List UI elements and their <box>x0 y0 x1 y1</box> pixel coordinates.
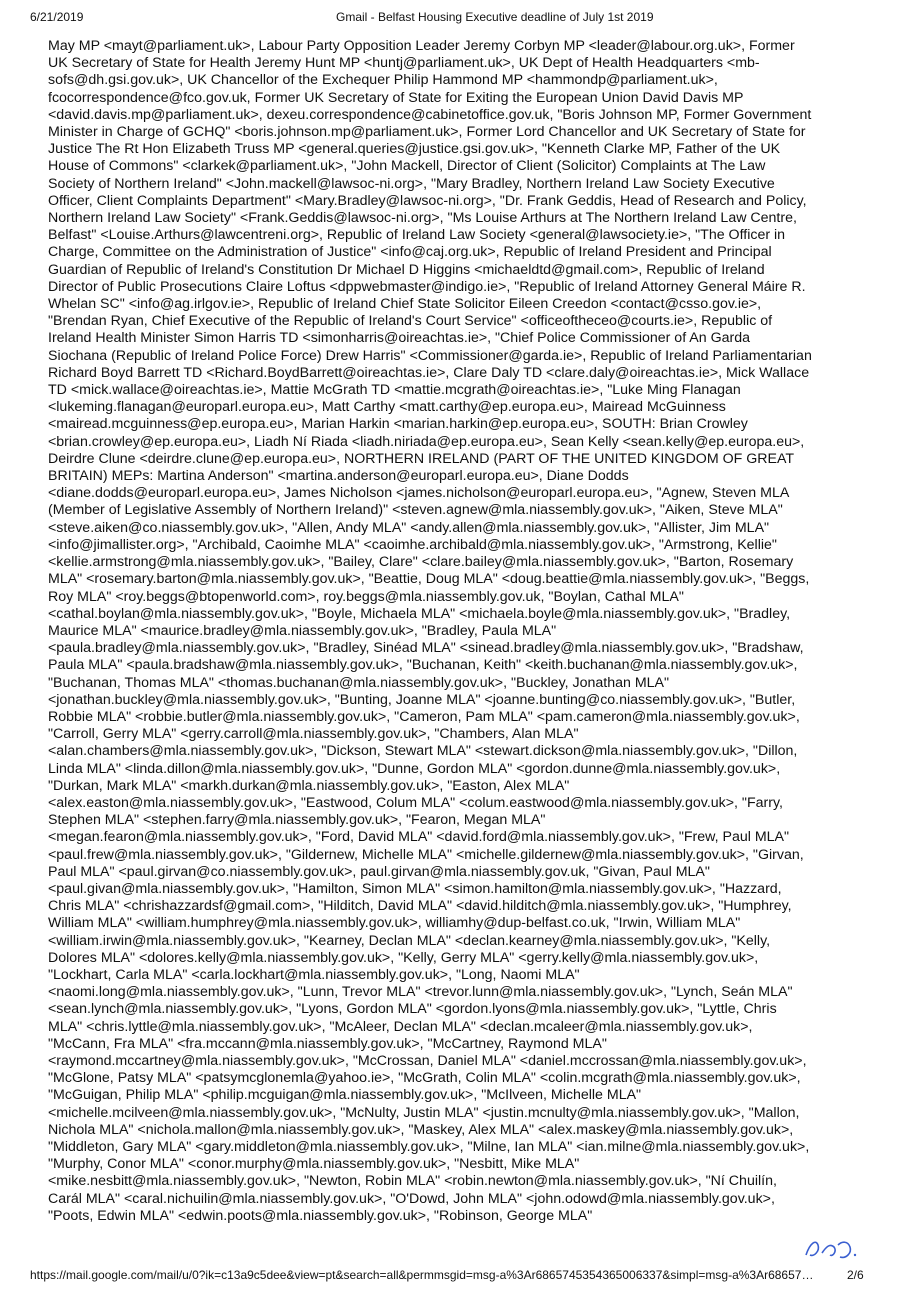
body-line: House of Commons" <clarkek@parliament.uk>, "John Mackell, Director of Client (Solicitor) Complaints at The Law <box>48 158 766 175</box>
body-line: <info@jimallister.org>, "Archibald, Caoimhe MLA" <caoimhe.archibald@mla.niassembly.gov.uk>, "Armstrong, Kellie" <box>48 536 777 553</box>
body-line: "Middleton, Gary MLA" <gary.middleton@mla.niassembly.gov.uk>, "Milne, Ian MLA" <ian.milne@mla.niassembly.gov.uk>, <box>48 1139 810 1155</box>
body-line: Officer, Client Complaints Department" <Mary.Bradley@lawsoc-ni.org>, "Dr. Frank Geddis, Head of Research and Policy, <box>48 192 807 209</box>
body-line: <naomi.long@mla.niassembly.gov.uk>, "Lunn, Trevor MLA" <trevor.lunn@mla.niassembly.gov.uk>, "Lynch, Seán MLA" <box>48 984 793 1001</box>
body-line: Minister in Charge of GCHQ" <boris.johnson.mp@parliament.uk>, Former Lord Chancellor and UK Secretary of State for <box>48 124 806 141</box>
body-line: William MLA" <william.humphrey@mla.niassembly.gov.uk>, williamhy@dup-belfast.co.uk, "Irwin, William MLA" <box>48 915 741 932</box>
body-line: "Lockhart, Carla MLA" <carla.lockhart@mla.niassembly.gov.uk>, "Long, Naomi MLA" <box>48 966 580 983</box>
body-line: Belfast" <Louise.Arthurs@lawcentreni.org>, Republic of Ireland Law Society <general@lawsociety.ie>, "The Officer in <box>48 227 786 244</box>
body-line: MLA" <rosemary.barton@mla.niassembly.gov.uk>, "Beattie, Doug MLA" <doug.beattie@mla.niassembly.gov.uk>, "Beggs, <box>48 571 810 588</box>
body-line: "McGlone, Patsy MLA" <patsymcglonemla@yahoo.ie>, "McGrath, Colin MLA" <colin.mcgrath@mla.niassembly.gov.uk>, <box>48 1070 801 1087</box>
body-line: Siochana (Republic of Ireland Police Force) Drew Harris" <Commissioner@garda.ie>, Republic of Ireland Parliamentarian <box>48 347 812 364</box>
page-number: 2/6 <box>847 1268 864 1282</box>
body-line: <mairead.mcguinness@ep.europa.eu>, Marian Harkin <marian.harkin@ep.europa.eu>, SOUTH: Brian Crowley <box>48 416 748 433</box>
body-line: Whelan SC" <info@ag.irlgov.ie>, Republic of Ireland Chief State Solicitor Eileen Creedon <contact@csso.gov.ie>, <box>48 296 762 313</box>
body-line: Director of Public Prosecutions Claire Loftus <dppwebmaster@indigo.ie>, "Republic of Ireland Attorney General Máire R. <box>48 278 806 295</box>
body-line: <mike.nesbitt@mla.niassembly.gov.uk>, "Newton, Robin MLA" <robin.newton@mla.niassembly.gov.uk>, "Ní Chuilín, <box>48 1173 777 1190</box>
body-line: Paula MLA" <paula.bradshaw@mla.niassembly.gov.uk>, "Buchanan, Keith" <keith.buchanan@mla.niassembly.gov.uk>, <box>48 657 798 674</box>
body-line: "Murphy, Conor MLA" <conor.murphy@mla.niassembly.gov.uk>, "Nesbitt, Mike MLA" <box>48 1156 580 1173</box>
body-line: "Carroll, Gerry MLA" <gerry.carroll@mla.niassembly.gov.uk>, "Chambers, Alan MLA" <box>48 726 579 743</box>
body-line: "McCann, Fra MLA" <fra.mccann@mla.niassembly.gov.uk>, "McCartney, Raymond MLA" <box>48 1035 607 1052</box>
body-line: (Member of Legislative Assembly of Northern Ireland)" <steven.agnew@mla.niassembly.gov.uk>, "Aiken, Steve MLA" <box>48 502 783 519</box>
body-line: <william.irwin@mla.niassembly.gov.uk>, "Kearney, Declan MLA" <declan.kearney@mla.niassembly.gov.uk>, "Kelly, <box>48 932 771 949</box>
body-line: <diane.dodds@europarl.europa.eu>, James Nicholson <james.nicholson@europarl.europa.eu>, "Agnew, Steven MLA <box>48 485 790 502</box>
body-line: "Buchanan, Thomas MLA" <thomas.buchanan@mla.niassembly.gov.uk>, "Buckley, Jonathan MLA" <box>48 674 670 691</box>
body-line: <paul.frew@mla.niassembly.gov.uk>, "Gildernew, Michelle MLA" <michelle.gildernew@mla.niassembly.gov.uk>, "Girvan, <box>48 846 804 863</box>
body-line: Paul MLA" <paul.girvan@co.niassembly.gov.uk>, paul.girvan@mla.niassembly.gov.uk, "Givan, Paul MLA" <box>48 863 710 880</box>
body-line: <alex.easton@mla.niassembly.gov.uk>, "Eastwood, Colum MLA" <colum.eastwood@mla.niassembly.gov.uk>, "Farry, <box>48 794 783 811</box>
body-line: Linda MLA" <linda.dillon@mla.niassembly.gov.uk>, "Dunne, Gordon MLA" <gordon.dunne@mla.niassembly.gov.uk>, <box>48 760 781 777</box>
body-line: Society of Northern Ireland" <John.mackell@lawsoc-ni.org>, "Mary Bradley, Northern Ireland Law Society Executive <box>48 175 775 192</box>
body-line: Justice The Rt Hon Elizabeth Truss MP <general.queries@justice.gsi.gov.uk>, "Kenneth Clarke MP, Father of the UK <box>48 141 781 158</box>
body-line: Richard Boyd Barrett TD <Richard.BoydBarrett@oireachtas.ie>, Clare Daly TD <clare.daly@oireachtas.ie>, Mick Wallace <box>48 364 810 381</box>
body-line: Dolores MLA" <dolores.kelly@mla.niassembly.gov.uk>, "Kelly, Gerry MLA" <gerry.kelly@mla.niassembly.gov.uk>, <box>48 949 759 966</box>
body-line: Robbie MLA" <robbie.butler@mla.niassembly.gov.uk>, "Cameron, Pam MLA" <pam.cameron@mla.niassembly.gov.uk>, <box>48 708 800 725</box>
body-line: sofs@dh.gsi.gov.uk>, UK Chancellor of the Exchequer Philip Hammond MP <hammondp@parliament.uk>, <box>48 72 718 89</box>
body-line: Guardian of Republic of Ireland's Constitution Dr Michael D Higgins <michaeldtd@gmail.com>, Republic of Ireland <box>48 261 765 278</box>
body-line: <raymond.mccartney@mla.niassembly.gov.uk>, "McCrossan, Daniel MLA" <daniel.mccrossan@mla.niassembly.gov.uk>, <box>48 1052 807 1069</box>
body-line: Ireland Health Minister Simon Harris TD <simonharris@oireachtas.ie>, "Chief Police Commissioner of An Garda <box>48 330 751 347</box>
body-line: Charge, Committee on the Administration of Justice" <info@caj.org.uk>, Republic of Ireland President and Principal <box>48 244 772 261</box>
body-line: <michelle.mcilveen@mla.niassembly.gov.uk>, "McNulty, Justin MLA" <justin.mcnulty@mla.niassembly.gov.uk>, "Mallon, <box>48 1104 800 1121</box>
body-line: TD <mick.wallace@oireachtas.ie>, Mattie McGrath TD <mattie.mcgrath@oireachtas.ie>, "Luke Ming Flanagan <box>48 382 741 399</box>
body-line: Deirdre Clune <deirdre.clune@ep.europa.eu>, NORTHERN IRELAND (PART OF THE UNITED KINGDOM OF GREAT <box>48 450 795 467</box>
body-line: Maurice MLA" <maurice.bradley@mla.niassembly.gov.uk>, "Bradley, Paula MLA" <box>48 622 557 639</box>
body-line: Carál MLA" <caral.nichuilin@mla.niassembly.gov.uk>, "O'Dowd, John MLA" <john.odowd@mla.niassembly.gov.uk>, <box>48 1190 775 1207</box>
body-line: MLA" <chris.lyttle@mla.niassembly.gov.uk>, "McAleer, Declan MLA" <declan.mcaleer@mla.niassembly.gov.uk>, <box>48 1018 753 1035</box>
body-line: Nichola MLA" <nichola.mallon@mla.niassembly.gov.uk>, "Maskey, Alex MLA" <alex.maskey@mla.niassembly.gov.uk>, <box>48 1121 794 1138</box>
body-line: <cathal.boylan@mla.niassembly.gov.uk>, "Boyle, Michaela MLA" <michaela.boyle@mla.niassembly.gov.uk>, "Bradley, <box>48 605 791 622</box>
page-url: https://mail.google.com/mail/u/0?ik=c13a9c5dee&view=pt&search=all&permmsgid=msg-a%3Ar6865745354365006337&simpl=msg-a%3Ar68657… <box>30 1268 814 1282</box>
body-line: BRITAIN) MEPs: Martina Anderson" <martina.anderson@europarl.europa.eu>, Diane Dodds <box>48 468 629 485</box>
body-line: <alan.chambers@mla.niassembly.gov.uk>, "Dickson, Stewart MLA" <stewart.dickson@mla.niassembly.gov.uk>, "Dillon, <box>48 743 798 760</box>
body-line: Roy MLA" <roy.beggs@btopenworld.com>, roy.beggs@mla.niassembly.gov.uk, "Boylan, Cathal MLA" <box>48 588 684 605</box>
body-line: "Poots, Edwin MLA" <edwin.poots@mla.niassembly.gov.uk>, "Robinson, George MLA" <box>48 1207 593 1224</box>
body-line: <steve.aiken@co.niassembly.gov.uk>, "Allen, Andy MLA" <andy.allen@mla.niassembly.gov.uk>, "Allister, Jim MLA" <box>48 519 770 536</box>
body-line: <jonathan.buckley@mla.niassembly.gov.uk>, "Bunting, Joanne MLA" <joanne.bunting@co.niassembly.gov.uk>, "Butler, <box>48 691 796 708</box>
body-line: <david.davis.mp@parliament.uk>, dexeu.correspondence@cabinetoffice.gov.uk, "Boris Johnson MP, Former Government <box>48 106 812 123</box>
body-line: <lukeming.flanagan@europarl.europa.eu>, Matt Carthy <matt.carthy@ep.europa.eu>, Mairead McGuinness <box>48 399 726 416</box>
body-line: Northern Ireland Law Society" <Frank.Geddis@lawsoc-ni.org>, "Ms Louise Arthurs at The Northern Ireland Law Centre, <box>48 210 797 227</box>
document-title: Gmail - Belfast Housing Executive deadline of July 1st 2019 <box>336 10 654 24</box>
print-date: 6/21/2019 <box>30 10 84 24</box>
body-line: Chris MLA" <chrishazzardsf@gmail.com>, "Hilditch, David MLA" <david.hilditch@mla.niassembly.gov.uk>, "Humphrey, <box>48 898 792 915</box>
body-line: <paul.givan@mla.niassembly.gov.uk>, "Hamilton, Simon MLA" <simon.hamilton@mla.niassembly.gov.uk>, "Hazzard, <box>48 880 782 897</box>
body-line: "McGuigan, Philip MLA" <philip.mcguigan@mla.niassembly.gov.uk>, "McIlveen, Michelle MLA" <box>48 1087 642 1104</box>
body-line: May MP <mayt@parliament.uk>, Labour Party Opposition Leader Jeremy Corbyn MP <leader@labour.org.uk>, Former <box>48 38 795 54</box>
body-line: <megan.fearon@mla.niassembly.gov.uk>, "Ford, David MLA" <david.ford@mla.niassembly.gov.uk>, "Frew, Paul MLA" <box>48 829 790 846</box>
body-line: <paula.bradley@mla.niassembly.gov.uk>, "Bradley, Sinéad MLA" <sinead.bradley@mla.niassembly.gov.uk>, "Bradshaw, <box>48 640 804 657</box>
body-line: "Brendan Ryan, Chief Executive of the Republic of Ireland's Court Service" <officeoftheceo@courts.ie>, Republic of <box>48 313 773 330</box>
body-line: "Durkan, Mark MLA" <markh.durkan@mla.niassembly.gov.uk>, "Easton, Alex MLA" <box>48 777 570 794</box>
email-recipients-text <box>48 38 868 1248</box>
body-line: Stephen MLA" <stephen.farry@mla.niassembly.gov.uk>, "Fearon, Megan MLA" <box>48 812 546 829</box>
body-line: <brian.crowley@ep.europa.eu>, Liadh Ní Riada <liadh.niriada@ep.europa.eu>, Sean Kelly <sean.kelly@ep.europa.eu>, <box>48 433 805 450</box>
body-line: <sean.lynch@mla.niassembly.gov.uk>, "Lyons, Gordon MLA" <gordon.lyons@mla.niassembly.gov.uk>, "Lyttle, Chris <box>48 1001 777 1018</box>
body-line: UK Secretary of State for Health Jeremy Hunt MP <huntj@parliament.uk>, UK Dept of Health Headquarters <mb- <box>48 55 760 72</box>
body-line: <kellie.armstrong@mla.niassembly.gov.uk>, "Bailey, Clare" <clare.bailey@mla.niassembly.gov.uk>, "Barton, Rosemary <box>48 554 794 571</box>
body-line: fcocorrespondence@fco.gov.uk, Former UK Secretary of State for Exiting the European Union David Davis MP <box>48 89 744 106</box>
handwritten-initials-signature <box>800 1233 862 1263</box>
